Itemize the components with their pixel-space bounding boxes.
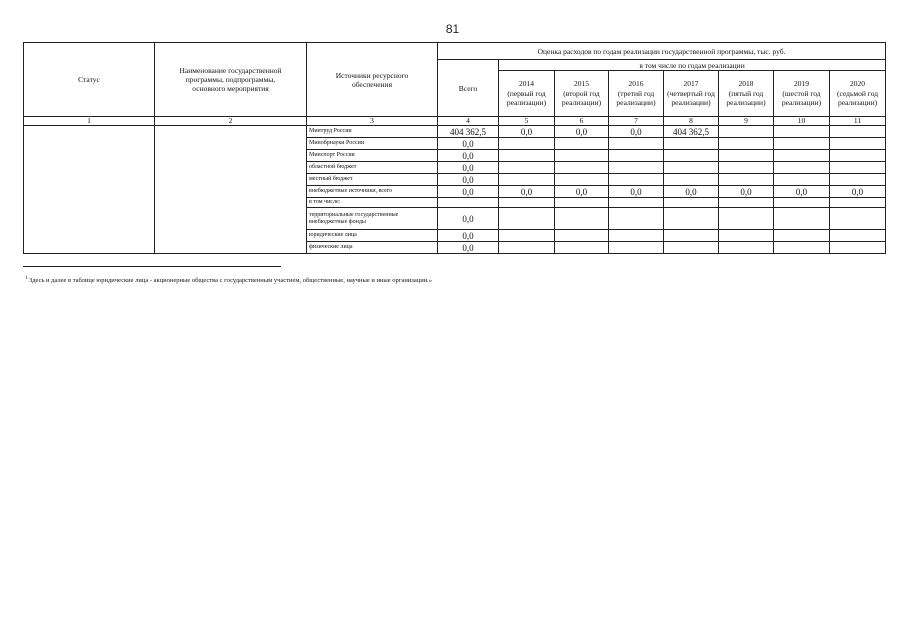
- year-value-cell: [830, 242, 886, 254]
- year-value-cell: [555, 138, 609, 150]
- year-value-cell: [499, 208, 555, 230]
- column-number: 8: [664, 117, 719, 126]
- year-value-cell: [609, 162, 664, 174]
- source-cell: юридические лица: [307, 230, 438, 242]
- year-value-cell: [774, 198, 830, 208]
- year-value-cell: [555, 242, 609, 254]
- source-cell: Минобрнауки России: [307, 138, 438, 150]
- year-value-cell: [664, 138, 719, 150]
- year-value-cell: [609, 198, 664, 208]
- year-value-cell: [499, 230, 555, 242]
- year-value-cell: [499, 198, 555, 208]
- year-value-cell: [719, 208, 774, 230]
- year-value-cell: [774, 138, 830, 150]
- total-cell: 0,0: [438, 230, 499, 242]
- year-value-cell: 0,0: [664, 186, 719, 198]
- column-number: 6: [555, 117, 609, 126]
- year-label: 2014: [519, 79, 534, 89]
- year-value-cell: [609, 208, 664, 230]
- year-value-cell: [719, 242, 774, 254]
- year-label: 2015: [574, 79, 589, 89]
- year-note: (седьмой год реализации): [837, 88, 879, 108]
- year-value-cell: [609, 138, 664, 150]
- year-note: (первый год реализации): [506, 88, 547, 108]
- year-value-cell: [719, 126, 774, 138]
- year-value-cell: [555, 162, 609, 174]
- year-value-cell: [774, 174, 830, 186]
- year-value-cell: [555, 208, 609, 230]
- year-note: (пятый год реализации): [726, 88, 766, 108]
- year-label: 2020: [850, 79, 866, 89]
- column-number: 2: [155, 117, 307, 126]
- year-value-cell: [774, 208, 830, 230]
- year-note: (шестой год реализации): [781, 88, 822, 108]
- year-value-cell: 404 362,5: [664, 126, 719, 138]
- footnote-divider: [23, 266, 281, 267]
- source-cell: физические лица: [307, 242, 438, 254]
- year-value-cell: [774, 150, 830, 162]
- total-cell: 0,0: [438, 242, 499, 254]
- year-value-cell: [774, 162, 830, 174]
- year-header-2017: [664, 71, 719, 117]
- total-cell: 0,0: [438, 150, 499, 162]
- year-value-cell: [774, 126, 830, 138]
- source-cell: территориальные государственные внебюджетные фонды: [307, 208, 438, 230]
- year-value-cell: [609, 242, 664, 254]
- total-cell: 404 362,5: [438, 126, 499, 138]
- year-header-2016: [609, 71, 664, 117]
- year-value-cell: 0,0: [774, 186, 830, 198]
- year-value-cell: 0,0: [830, 186, 886, 198]
- column-number: 3: [307, 117, 438, 126]
- total-cell: 0,0: [438, 208, 499, 230]
- year-value-cell: [774, 230, 830, 242]
- column-number: 4: [438, 117, 499, 126]
- year-value-cell: [719, 150, 774, 162]
- column-number: 1: [24, 117, 155, 126]
- data-rows: [24, 126, 886, 254]
- source-cell: в том числе:: [307, 198, 438, 208]
- column-number: 9: [719, 117, 774, 126]
- year-value-cell: [719, 230, 774, 242]
- total-cell: 0,0: [438, 162, 499, 174]
- year-value-cell: [830, 126, 886, 138]
- year-value-cell: [555, 198, 609, 208]
- column-number: 10: [774, 117, 830, 126]
- year-label: 2016: [628, 79, 644, 89]
- footnote: [25, 275, 432, 285]
- total-cell: 0,0: [438, 186, 499, 198]
- total-cell: 0,0: [438, 138, 499, 150]
- year-value-cell: [830, 230, 886, 242]
- header-expenses: Оценка расходов по годам реализации государственной программы, тыс. руб.: [438, 43, 886, 60]
- column-number-row: [24, 117, 886, 126]
- source-cell: областной бюджет: [307, 162, 438, 174]
- year-note: (третий год реализации): [616, 88, 656, 108]
- year-value-cell: [719, 198, 774, 208]
- year-value-cell: [609, 230, 664, 242]
- year-value-cell: [555, 150, 609, 162]
- year-value-cell: [499, 138, 555, 150]
- program-name-cell: [155, 126, 307, 254]
- year-value-cell: [830, 174, 886, 186]
- year-value-cell: [609, 174, 664, 186]
- year-header-2018: [719, 71, 774, 117]
- year-value-cell: [719, 138, 774, 150]
- year-value-cell: [499, 242, 555, 254]
- year-value-cell: 0,0: [555, 126, 609, 138]
- page-number: 81: [445, 22, 460, 36]
- year-note: (второй год реализации): [561, 88, 602, 108]
- header-status: Статус: [24, 43, 155, 117]
- header-name: Наименование государственной программы, подпрограммы, основного мероприятия: [155, 43, 307, 117]
- year-value-cell: [664, 174, 719, 186]
- source-cell: внебюджетные источники, всего: [307, 186, 438, 198]
- header-total: Всего: [438, 60, 499, 117]
- year-label: 2019: [794, 79, 809, 89]
- year-value-cell: [830, 150, 886, 162]
- year-label: 2018: [738, 79, 754, 89]
- column-number: 11: [830, 117, 886, 126]
- year-value-cell: [830, 208, 886, 230]
- year-value-cell: [664, 150, 719, 162]
- year-value-cell: [664, 162, 719, 174]
- year-value-cell: 0,0: [719, 186, 774, 198]
- year-value-cell: [664, 198, 719, 208]
- year-value-cell: [555, 174, 609, 186]
- year-value-cell: 0,0: [555, 186, 609, 198]
- year-value-cell: [664, 242, 719, 254]
- footnote-mark: 1: [25, 276, 28, 281]
- year-header-2015: [555, 71, 609, 117]
- year-value-cell: [719, 174, 774, 186]
- year-value-cell: 0,0: [609, 186, 664, 198]
- year-value-cell: 0,0: [609, 126, 664, 138]
- year-value-cell: 0,0: [499, 186, 555, 198]
- source-cell: Минтруд России: [307, 126, 438, 138]
- year-value-cell: [719, 162, 774, 174]
- total-cell: [438, 198, 499, 208]
- year-value-cell: [664, 208, 719, 230]
- year-value-cell: [830, 162, 886, 174]
- year-header-2014: [499, 71, 555, 117]
- source-cell: местный бюджет: [307, 174, 438, 186]
- year-value-cell: [664, 230, 719, 242]
- table-row: [24, 126, 886, 138]
- year-value-cell: [609, 150, 664, 162]
- year-value-cell: [830, 138, 886, 150]
- year-header-2019: [774, 71, 830, 117]
- year-value-cell: [499, 162, 555, 174]
- source-cell: Минспорт России: [307, 150, 438, 162]
- year-value-cell: [830, 198, 886, 208]
- year-value-cell: [499, 150, 555, 162]
- year-value-cell: [499, 174, 555, 186]
- column-number: 7: [609, 117, 664, 126]
- header-sources: Источники ресурсного обеспечения: [307, 43, 438, 117]
- total-cell: 0,0: [438, 174, 499, 186]
- footnote-text: Здесь и далее в таблице юридические лица - акционерные общества с государственным участием, общественные, научные и иные организации.»: [29, 277, 433, 285]
- year-value-cell: 0,0: [499, 126, 555, 138]
- year-value-cell: [774, 242, 830, 254]
- year-value-cell: [555, 230, 609, 242]
- year-header-2020: [830, 71, 886, 117]
- year-label: 2017: [683, 79, 699, 89]
- year-note: (четвертый год реализации): [667, 88, 715, 108]
- column-number: 5: [499, 117, 555, 126]
- budget-table: [23, 42, 886, 254]
- status-cell: [24, 126, 155, 254]
- header-by-years: в том числе по годам реализации: [499, 60, 886, 71]
